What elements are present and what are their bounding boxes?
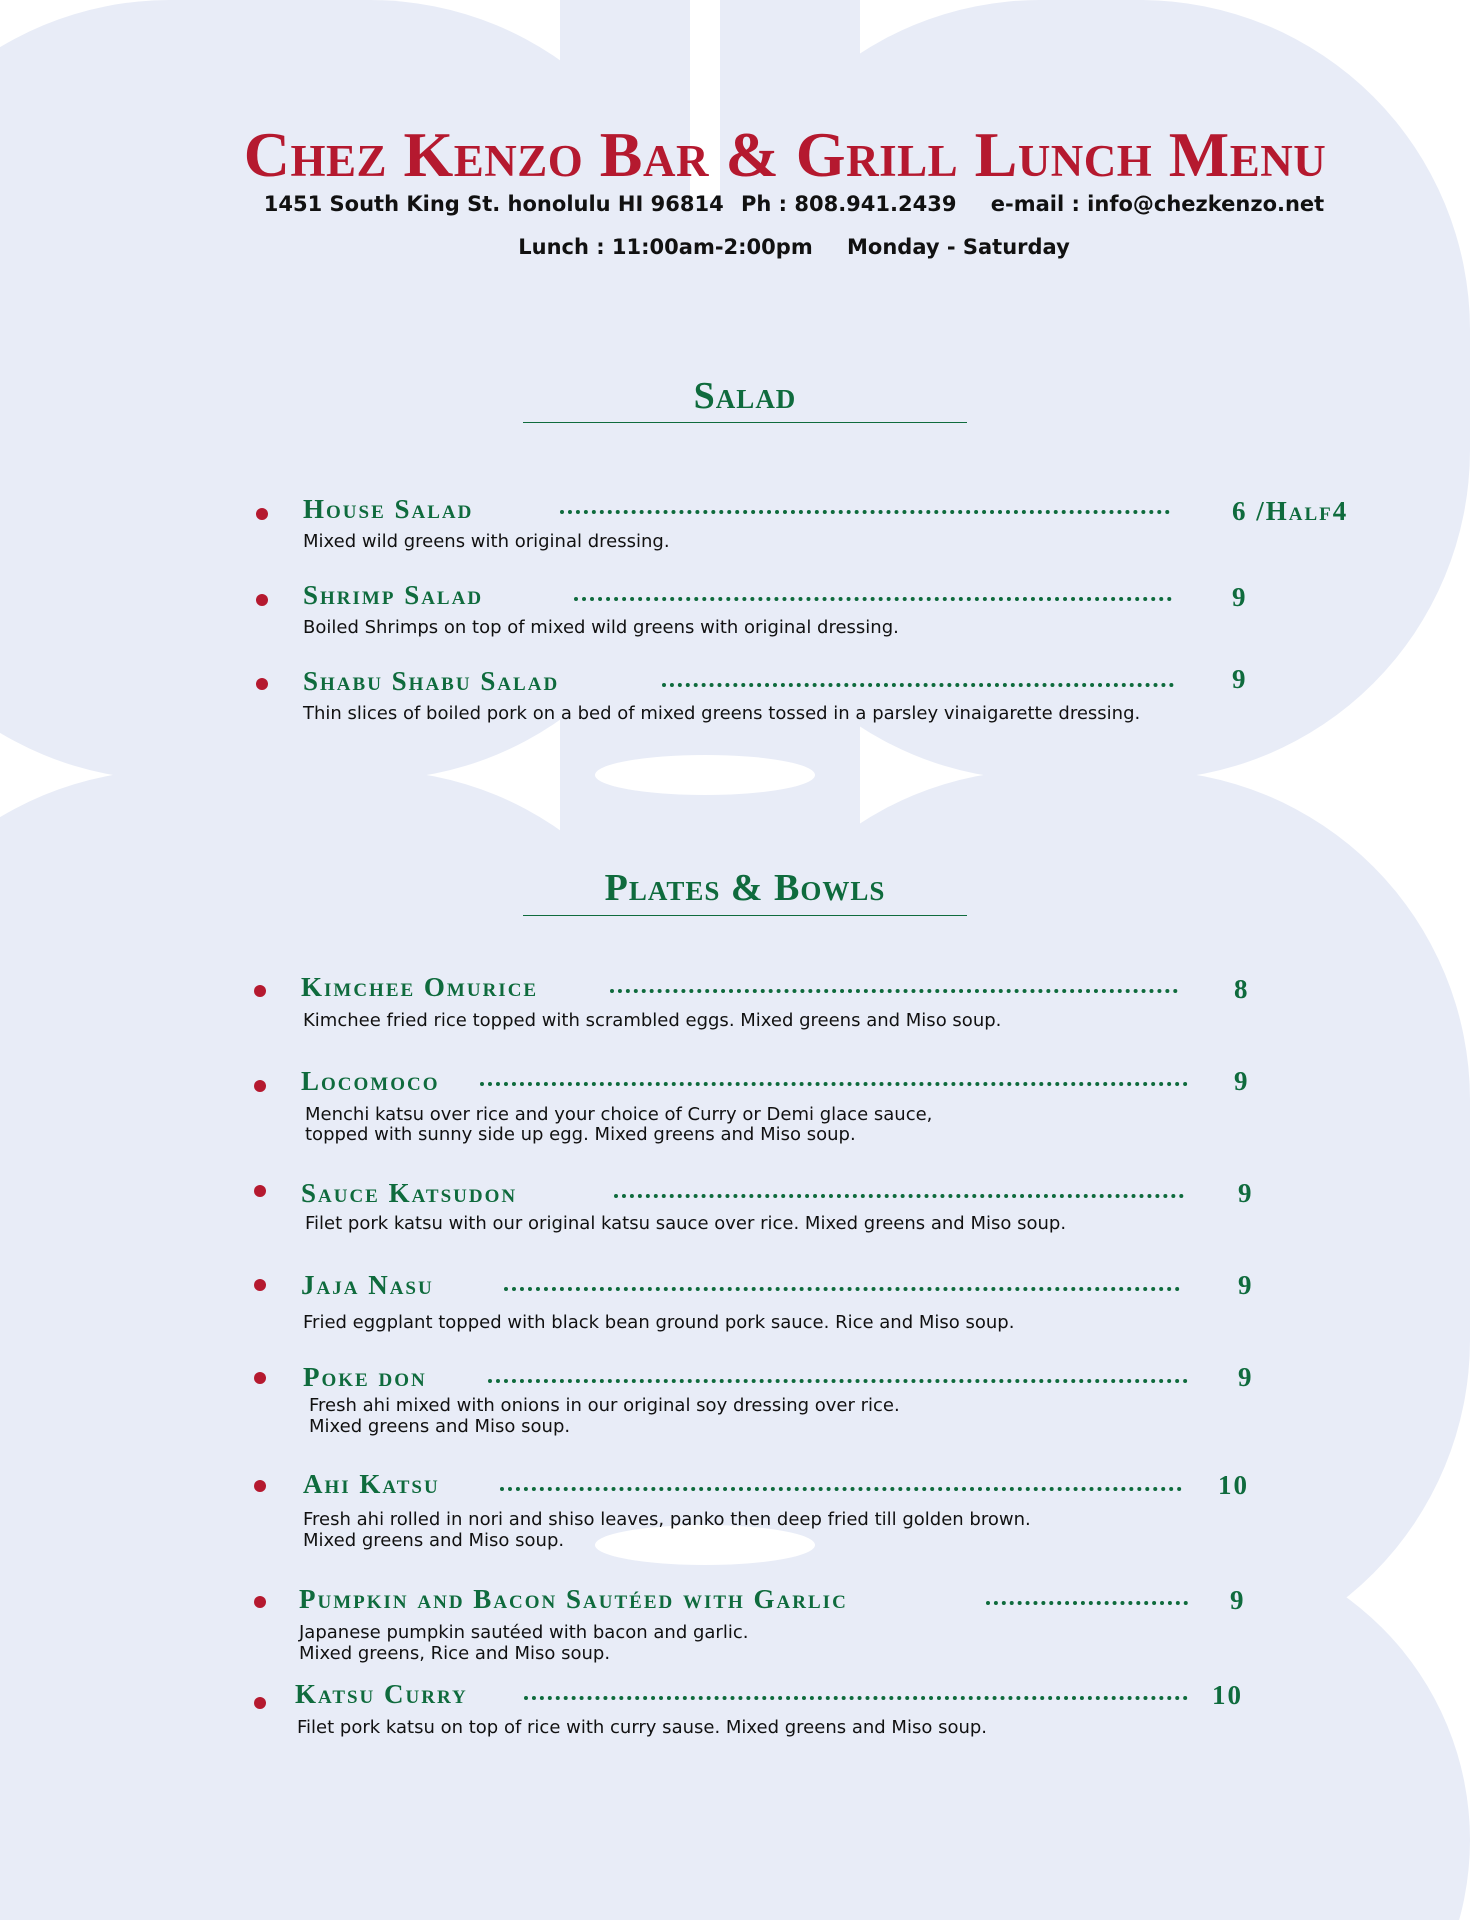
item-name: Shrimp Salad (303, 580, 484, 610)
item-description: Fresh ahi rolled in nori and shiso leaves, panko then deep fried till golden brown. (303, 1509, 1031, 1530)
item-description: Boiled Shrimps on top of mixed wild greens with original dressing. (303, 617, 899, 638)
contact-line (0, 192, 1484, 216)
leader-dots (488, 1379, 1188, 1383)
phone: Ph : 808.941.2439 (741, 192, 957, 216)
hours-line (0, 235, 1484, 259)
item-price: 9 (1238, 1178, 1254, 1208)
section-divider-salad (523, 422, 967, 423)
leader-dots (610, 989, 1178, 993)
item-description: Fresh ahi mixed with onions in our original soy dressing over rice. (309, 1395, 900, 1416)
leader-dots (574, 597, 1172, 601)
bullet-icon (256, 594, 268, 606)
item-price: 9 (1232, 582, 1248, 612)
item-price: 9 (1232, 664, 1248, 694)
item-name: Katsu Curry (295, 1679, 468, 1709)
item-name: Shabu Shabu Salad (303, 666, 560, 696)
lunch-hours: Lunch : 11:00am-2:00pm (518, 235, 813, 259)
item-name: Sauce Katsudon (301, 1178, 518, 1208)
bullet-icon (254, 985, 266, 997)
bullet-icon (254, 1596, 266, 1608)
leader-dots (500, 1487, 1182, 1491)
bullet-icon (254, 1372, 266, 1384)
item-name: House Salad (303, 494, 474, 524)
item-description: Japanese pumpkin sautéed with bacon and garlic. (299, 1622, 749, 1643)
item-price: 9 (1238, 1362, 1254, 1392)
bullet-icon (254, 1480, 266, 1492)
item-description: Filet pork katsu on top of rice with curry sause. Mixed greens and Miso soup. (297, 1717, 988, 1738)
item-description-line2: Mixed greens and Miso soup. (309, 1416, 571, 1437)
leader-dots (986, 1601, 1188, 1605)
bullet-icon (254, 1080, 266, 1092)
item-price: 9 (1238, 1270, 1254, 1300)
bullet-icon (256, 678, 268, 690)
address: 1451 South King St. honolulu HI 96814 (263, 192, 724, 216)
item-description: Mixed wild greens with original dressing. (303, 531, 670, 552)
menu-title: Chez Kenzo Bar & Grill Lunch Menu (243, 119, 1327, 190)
item-name: Locomoco (301, 1066, 440, 1096)
email: e-mail : info@chezkenzo.net (990, 192, 1325, 216)
section-divider-plates-bowls (523, 915, 967, 916)
item-description-line2: Mixed greens and Miso soup. (303, 1530, 565, 1551)
bullet-icon (254, 1697, 266, 1709)
item-description: Thin slices of boiled pork on a bed of mixed greens tossed in a parsley vinaigarette dressing. (303, 703, 1141, 724)
leader-dots (504, 1287, 1180, 1291)
item-name: Pumpkin and Bacon Sautéed with Garlic (299, 1584, 848, 1614)
leader-dots (524, 1696, 1188, 1700)
item-description: Filet pork katsu with our original katsu sauce over rice. Mixed greens and Miso soup. (305, 1213, 1067, 1234)
section-heading-plates-bowls: Plates & Bowls (604, 867, 886, 909)
item-description-line2: topped with sunny side up egg. Mixed greens and Miso soup. (305, 1124, 856, 1145)
item-name: Kimchee Omurice (301, 972, 539, 1002)
item-description: Kimchee fried rice topped with scrambled eggs. Mixed greens and Miso soup. (303, 1010, 1002, 1031)
bullet-icon (254, 1279, 266, 1291)
item-price: 8 (1234, 974, 1250, 1004)
item-name: Jaja Nasu (301, 1270, 434, 1300)
item-description: Menchi katsu over rice and your choice of Curry or Demi glace sauce, (305, 1104, 933, 1125)
item-price: 9 (1234, 1066, 1250, 1096)
leader-dots (662, 683, 1174, 687)
item-name: Ahi Katsu (303, 1469, 440, 1499)
lunch-days: Monday - Saturday (847, 235, 1070, 259)
item-name: Poke don (303, 1362, 427, 1392)
bullet-icon (256, 508, 268, 520)
item-description-line2: Mixed greens, Rice and Miso soup. (299, 1643, 611, 1664)
bullet-icon (254, 1185, 266, 1197)
item-description: Fried eggplant topped with black bean ground pork sauce. Rice and Miso soup. (303, 1312, 1015, 1333)
section-heading-salad: Salad (693, 375, 797, 417)
item-price: 10 (1212, 1680, 1243, 1710)
leader-dots (614, 1194, 1184, 1198)
item-price: 9 (1230, 1585, 1246, 1615)
leader-dots (560, 510, 1170, 514)
item-price: 6 /Half4 (1232, 496, 1349, 526)
item-price: 10 (1218, 1470, 1249, 1500)
leader-dots (480, 1082, 1188, 1086)
